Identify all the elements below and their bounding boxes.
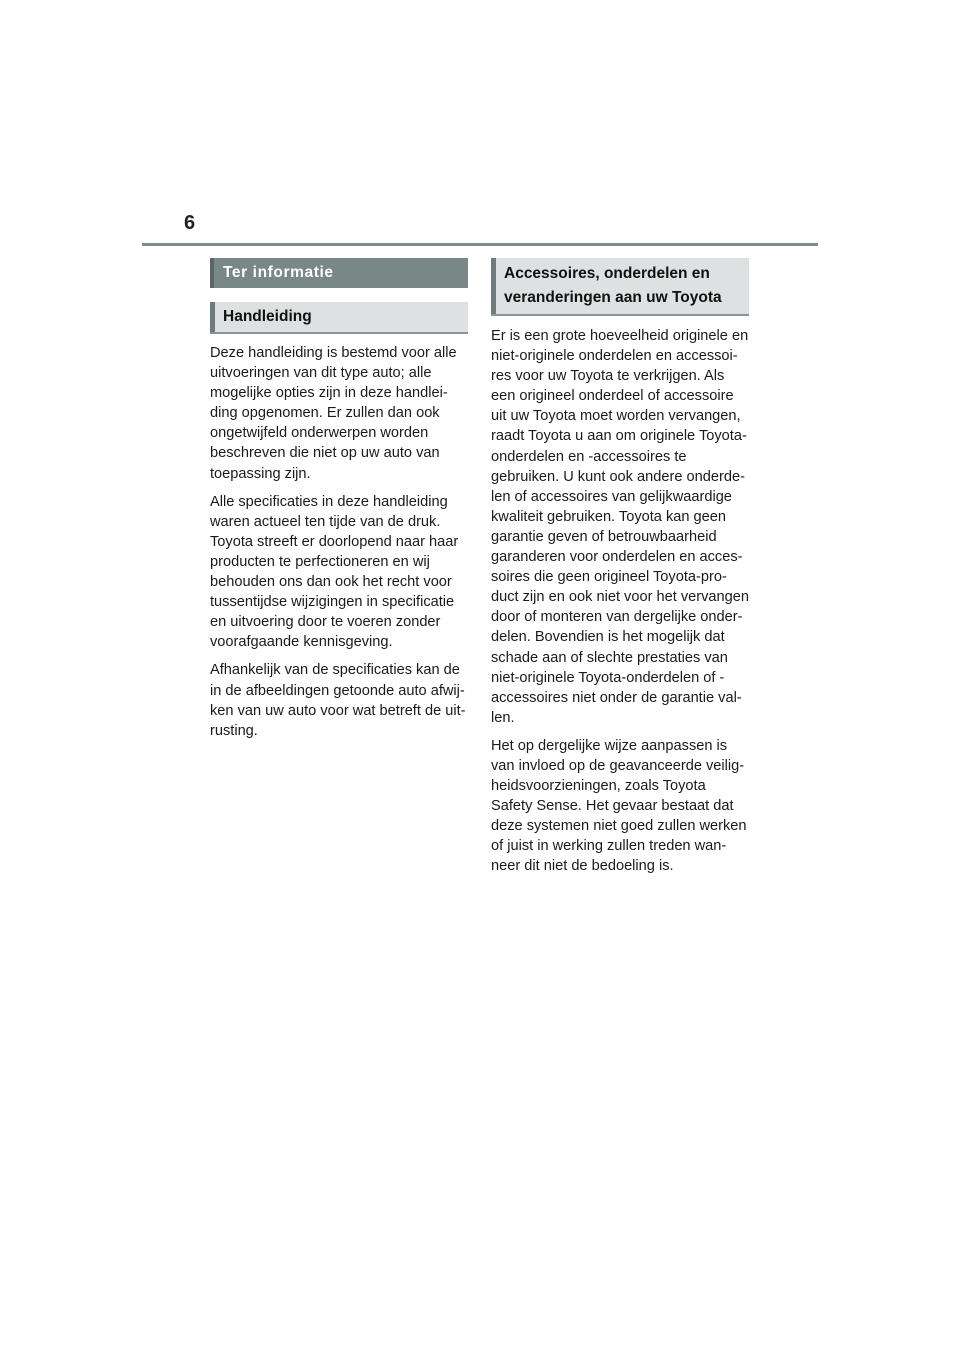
paragraph: Er is een grote hoeveelheid originele en niet-originele onderdelen en accessoi-res voor uw Toyota te verkrijgen. Als een origineel onderdeel of accessoire uit uw Toyota moet worden vervangen, raadt Toyota u aan om originele Toyota-onderdelen en -accessoires te gebruiken. U kunt ook andere onderde-len of accessoires van gelijkwaardige kwaliteit gebruiken. Toyota kan geen garantie geven of betrouwbaarheid garanderen voor onderdelen en acces-soires die geen origineel Toyota-pro-duct zijn en ook niet voor het vervangen door of monteren van dergelijke onder-delen. Bovendien is het mogelijk dat schade aan of slechte prestaties van niet-originele Toyota-onderdelen of -accessoires niet onder de garantie val-len. [491,328,749,726]
right-column [491,258,749,885]
left-column [210,258,468,749]
section-heading: Ter informatie [210,258,468,288]
header-rule [142,243,818,246]
page-number: 6 [184,212,196,234]
right-body-text [491,326,749,877]
paragraph: Afhankelijk van de specificaties kan de in de afbeeldingen getoonde auto afwij-ken van uw auto voor wat betreft de uit-rusting. [210,662,466,739]
subsection-heading-handleiding: Handleiding [210,302,468,334]
paragraph: Het op dergelijke wijze aanpassen is van invloed op de geavanceerde veilig-heidsvoorzieningen, zoals Toyota Safety Sense. Het gevaar bestaat dat deze systemen niet goed zullen werken of juist in werking zullen treden wan-neer dit niet de bedoeling is. [491,737,747,875]
paragraph: Alle specificaties in deze handleiding waren actueel ten tijde van de druk. Toyota streeft er doorlopend naar haar producten te perfectioneren en wij behouden ons dan ook het recht voor tussentijdse wijzigingen in specificatie en uitvoering door te voeren zonder voorafgaande kennisgeving. [210,493,459,651]
paragraph: Deze handleiding is bestemd voor alle uitvoeringen van dit type auto; alle mogelijke opties zijn in deze handlei-ding opgenomen. Er zullen dan ook ongetwijfeld onderwerpen worden beschreven die niet op uw auto van toepassing zijn. [210,345,457,482]
subsection-heading-accessoires: Accessoires, onderdelen en veranderingen aan uw Toyota [491,258,749,316]
left-body-text [210,343,468,741]
